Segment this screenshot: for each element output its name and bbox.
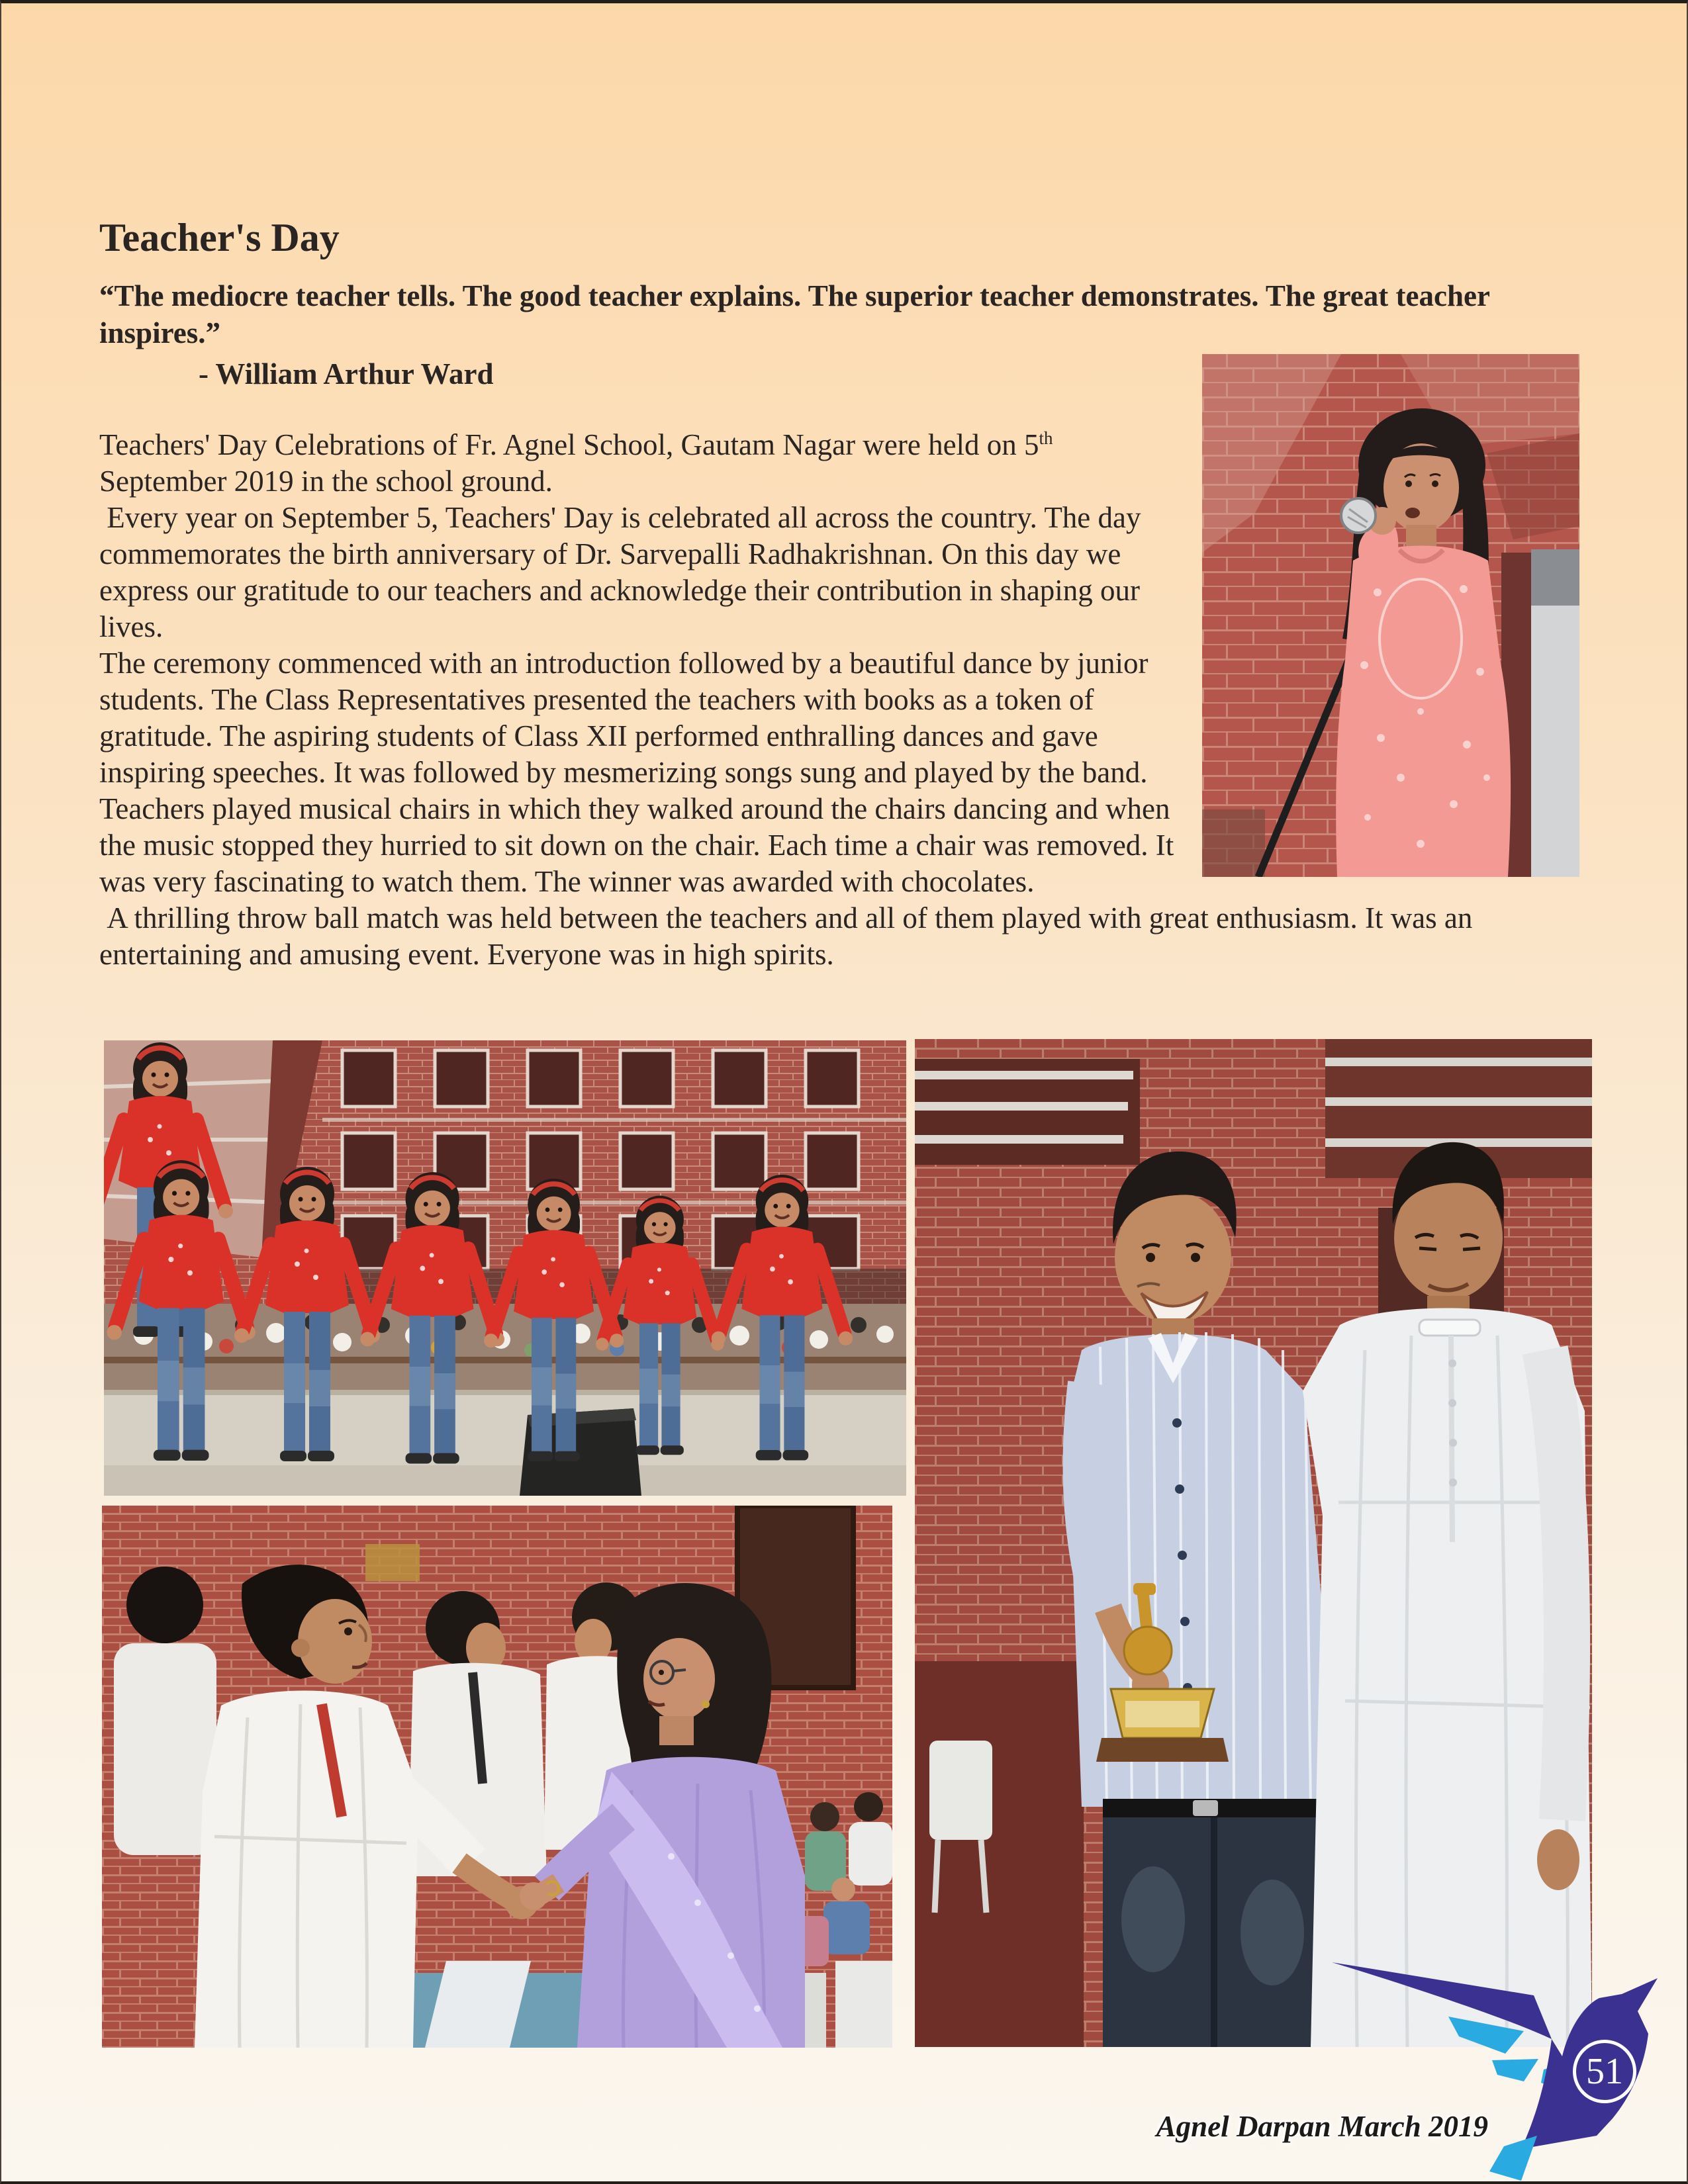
photo-handshake: [102, 1506, 892, 2048]
footer-issue-label: Agnel Darpan March 2019: [1156, 2110, 1488, 2143]
bird-tail-feather: [1489, 2136, 1537, 2181]
photo-singer-illustration: [1202, 354, 1579, 877]
signboard: [365, 1544, 420, 1581]
page-number-badge: 51: [1573, 2040, 1636, 2103]
quote-text: “The mediocre teacher tells. The good teacher explains. The superior teacher demonstrates. The great teacher inspires.”: [99, 279, 1490, 349]
photo-singer: [1202, 354, 1579, 877]
paragraph-4: Teachers played musical chairs in which they walked around the chairs dancing and when the music stopped they hurried to sit down on the chair. Each time a chair was removed. It was very fascinating to watch them. The winner was awarded with chocolates.: [99, 792, 1182, 898]
bird-wing: [1332, 1962, 1552, 2039]
paragraph-5: A thrilling throw ball match was held between the teachers and all of them played with great enthusiasm. It was an entertaining and amusing event. Everyone was in high spirits.: [99, 901, 1480, 971]
paragraph-3: The ceremony commenced with an introduction followed by a beautiful dance by junior students. The Class Representatives presented the teachers with books as a token of gratitude. The aspiring students of Class XII performed enthralling dances and gave inspiring speeches. It was followed by mesmerizing songs sung and played by the band.: [99, 647, 1156, 789]
paragraph-2: Every year on September 5, Teachers' Day is celebrated all across the country. The day commemorates the birth anniversary of Dr. Sarvepalli Radhakrishnan. On this day we express our gratitude to our teachers and acknowledge their contribution in shaping our lives.: [99, 501, 1149, 643]
photo-trophy-illustration: [915, 1039, 1592, 2047]
page-title: Teacher's Day: [99, 216, 340, 260]
paragraph-1-text: Teachers' Day Celebrations of Fr. Agnel School, Gautam Nagar were held on 5: [99, 428, 1039, 461]
paragraph-1-cont: September 2019 in the school ground.: [99, 428, 1060, 498]
photo-red-shirts-illustration: [104, 1040, 906, 1496]
quote-attribution: - William Arthur Ward: [199, 357, 494, 390]
article-body: [99, 427, 1609, 973]
superscript-th: th: [1039, 428, 1053, 448]
white-chair: [929, 1741, 992, 1840]
photo-handshake-illustration: [102, 1506, 892, 2048]
photo-red-shirts: [104, 1040, 906, 1496]
photo-trophy-award: [915, 1039, 1592, 2047]
